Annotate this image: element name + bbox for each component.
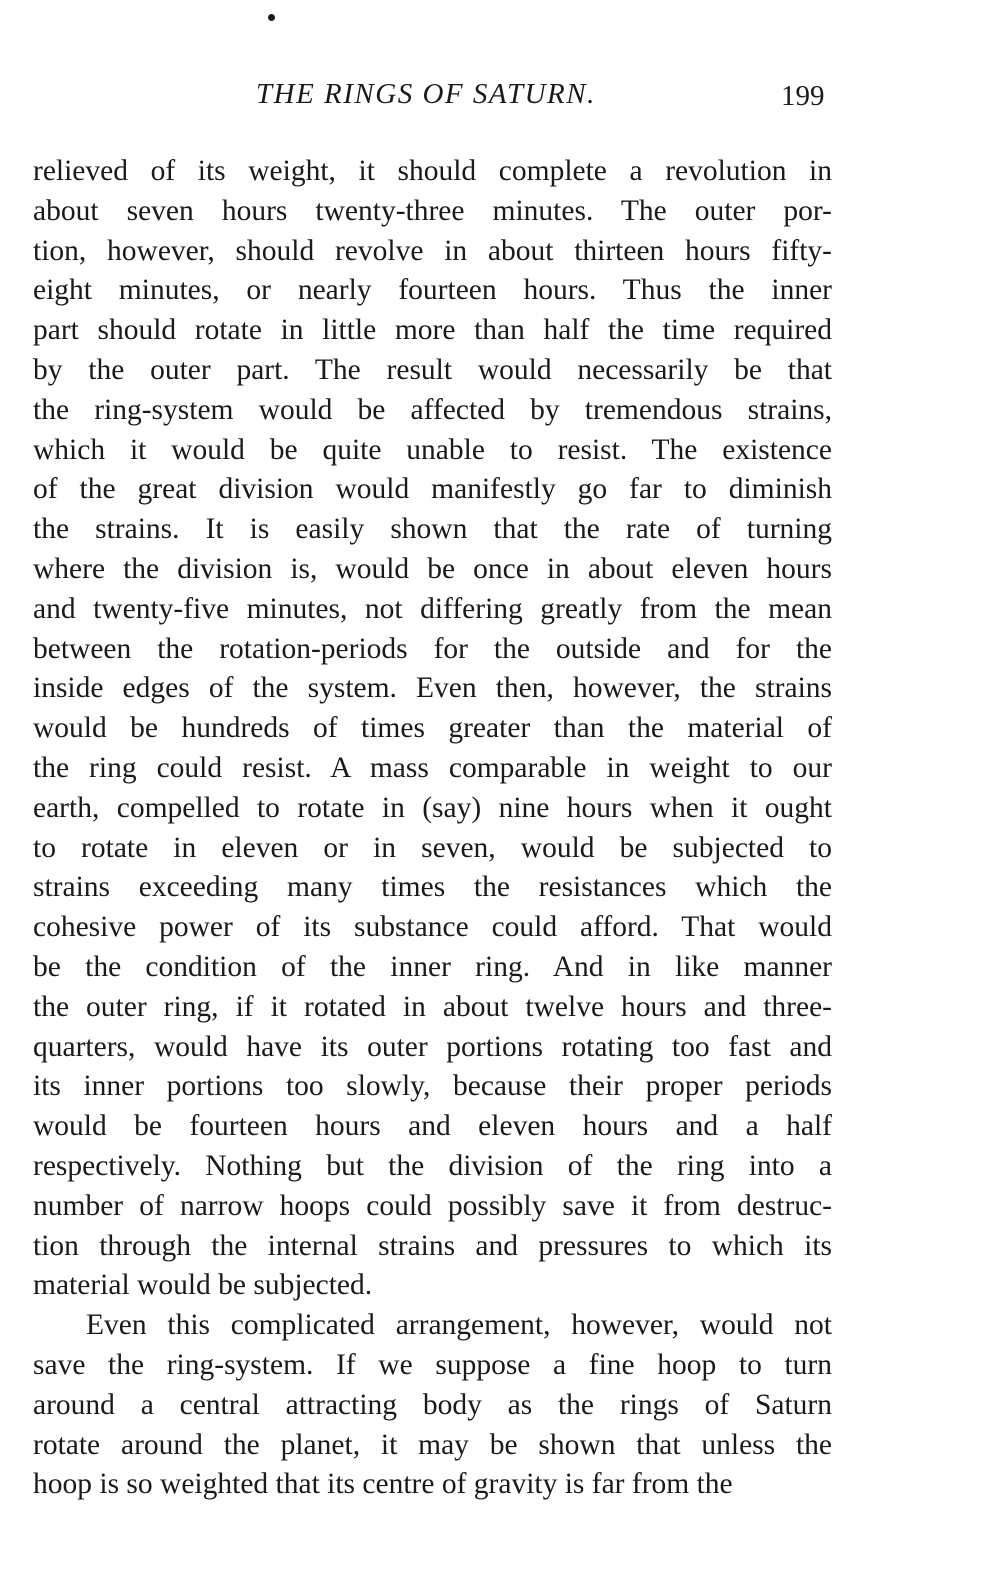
text-line: its inner portions too slowly, because their proper periods — [33, 1070, 832, 1103]
print-speck — [268, 14, 275, 21]
text-line: which it would be quite unable to resist. The existence — [33, 433, 832, 466]
text-line: by the outer part. The result would necessarily be that — [33, 353, 832, 386]
text-line: eight minutes, or nearly fourteen hours. Thus the inner — [33, 274, 832, 307]
text-line: the outer ring, if it rotated in about twelve hours and three- — [33, 990, 832, 1023]
page-number: 199 — [781, 80, 825, 112]
text-line: material would be subjected. — [33, 1269, 373, 1302]
paragraph — [33, 152, 832, 1306]
text-line: relieved of its weight, it should complete a revolution in — [33, 155, 832, 187]
text-line: to rotate in eleven or in seven, would be subjected to — [33, 831, 832, 864]
text-line: would be fourteen hours and eleven hours and a half — [33, 1110, 832, 1143]
text-line: part should rotate in little more than half the time required — [33, 314, 832, 347]
paragraph — [33, 1306, 832, 1505]
text-line: respectively. Nothing but the division of the ring into a — [33, 1149, 832, 1182]
text-line: earth, compelled to rotate in (say) nine hours when it ought — [33, 791, 832, 824]
text-line: tion, however, should revolve in about thirteen hours fifty- — [33, 234, 832, 267]
text-line: around a central attracting body as the rings of Saturn — [33, 1388, 832, 1421]
text-line: inside edges of the system. Even then, however, the strains — [33, 672, 832, 705]
body-text — [33, 152, 832, 1505]
text-line: tion through the internal strains and pressures to which its — [33, 1229, 832, 1262]
text-line: rotate around the planet, it may be shown that unless the — [33, 1428, 832, 1461]
page-header — [0, 78, 1000, 138]
text-line: of the great division would manifestly go far to diminish — [33, 473, 832, 506]
text-line: would be hundreds of times greater than the material of — [33, 712, 832, 745]
text-line: strains exceeding many times the resistances which the — [33, 871, 832, 904]
text-line: quarters, would have its outer portions rotating too fast and — [33, 1030, 832, 1063]
text-line: Even this complicated arrangement, however, would not — [86, 1309, 832, 1342]
text-line: be the condition of the inner ring. And in like manner — [33, 950, 832, 983]
text-line: about seven hours twenty-three minutes. The outer por- — [33, 194, 832, 227]
text-line: cohesive power of its substance could afford. That would — [33, 911, 832, 944]
text-line: hoop is so weighted that its centre of gravity is far from the — [33, 1468, 733, 1501]
text-line: the ring could resist. A mass comparable in weight to our — [33, 751, 832, 784]
text-line: and twenty-five minutes, not differing greatly from the mean — [33, 592, 832, 625]
text-line: between the rotation-periods for the outside and for the — [33, 632, 832, 665]
text-line: the strains. It is easily shown that the rate of turning — [33, 513, 832, 546]
running-title: THE RINGS OF SATURN. — [256, 78, 596, 110]
text-line: where the division is, would be once in about eleven hours — [33, 552, 832, 585]
text-line: the ring-system would be affected by tremendous strains, — [33, 393, 832, 426]
text-line: number of narrow hoops could possibly save it from destruc- — [33, 1189, 832, 1222]
text-line: save the ring-system. If we suppose a fine hoop to turn — [33, 1348, 832, 1381]
